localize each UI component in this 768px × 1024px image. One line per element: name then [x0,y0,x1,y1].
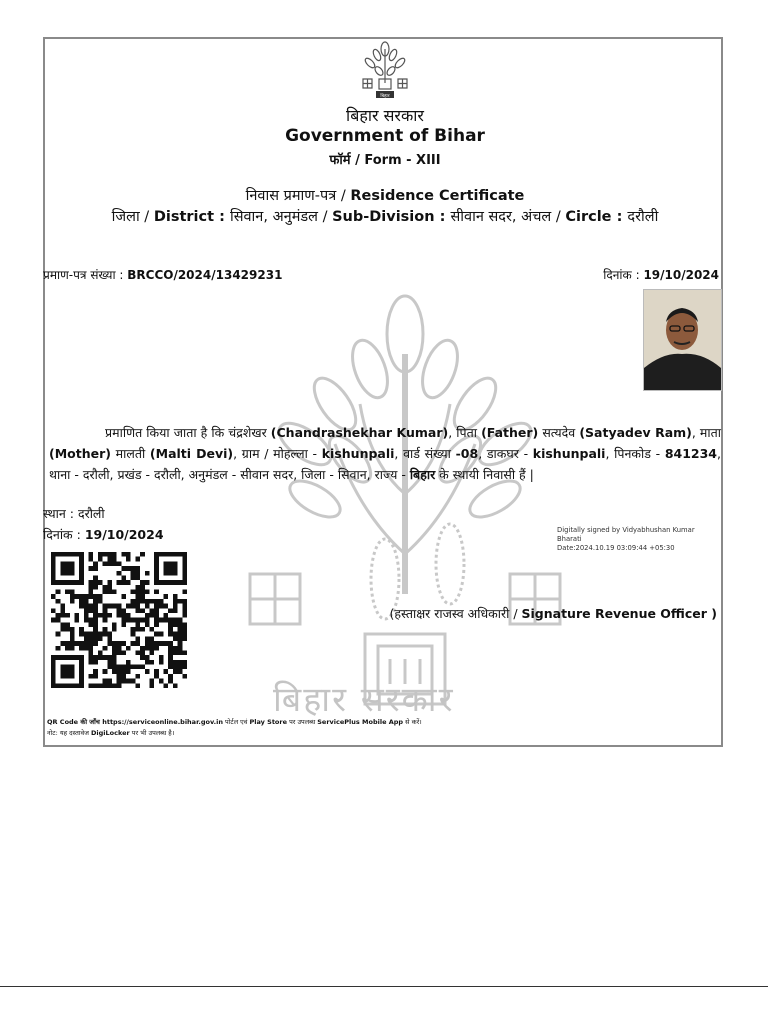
svg-text:बिहार: बिहार [380,93,390,99]
qr-code[interactable] [51,549,187,691]
service-portal-link[interactable]: https://serviceonline.bihar.gov.in [102,718,223,726]
certificate-body: प्रमाणित किया जाता है कि चंद्रशेखर (Chandrashekhar Kumar), पिता (Father) सत्यदेव (Satyadev Ram), माता (Mother) मालती (Malti Devi), ग्राम / मोहल्ला - kishunpali, वार्ड संख्या -08, डाकघर - kishunpali, पिनकोड - 841234, थाना - दरौली, प्रखंड - दरौली, अनुमंडल - सीवान सदर, जिला - सिवान, राज्य - बिहार के स्थायी निवासी हैं | [49,425,721,482]
digital-signature: Digitally signed by Vidyabhushan Kumar Bharati Date:2024.10.19 03:09:44 +05:30 [557,526,695,552]
district-line: जिला / District : सिवान, अनुमंडल / Sub-Division : सीवान सदर, अंचल / Circle : दरौली [111,209,659,225]
place-line: स्थान : दरौली [43,506,105,521]
form-label: फॉर्म / Form - XIII [329,153,441,168]
gov-english: Government of Bihar [285,126,485,146]
gov-hindi: बिहार सरकार [346,106,424,125]
applicant-photo [643,289,722,391]
signature-label: (हस्ताक्षर राजस्व अधिकारी / Signature Revenue Officer ) [389,606,717,621]
bihar-emblem-icon [357,41,413,99]
footer-notes [47,717,717,739]
page-divider [0,986,768,987]
certificate-title: निवास प्रमाण-पत्र / Residence Certificate [245,188,525,204]
certificate-number: प्रमाण-पत्र संख्या : BRCCO/2024/13429231 [43,268,283,282]
certificate-frame [43,37,723,747]
footer-line-2: नोट: यह दस्तावेज DigiLocker पर भी उपलब्ध है। [47,729,175,737]
issue-date: दिनांक : 19/10/2024 [603,268,719,282]
place-date-line: दिनांक : 19/10/2024 [43,527,164,542]
watermark-text: बिहार सरकार [273,680,455,720]
footer-line-1: QR Code की जाँच https://serviceonline.bihar.gov.in पोर्टल एवं Play Store पर उपलब्ध ServicePlus Mobile App से करें। [47,718,422,726]
